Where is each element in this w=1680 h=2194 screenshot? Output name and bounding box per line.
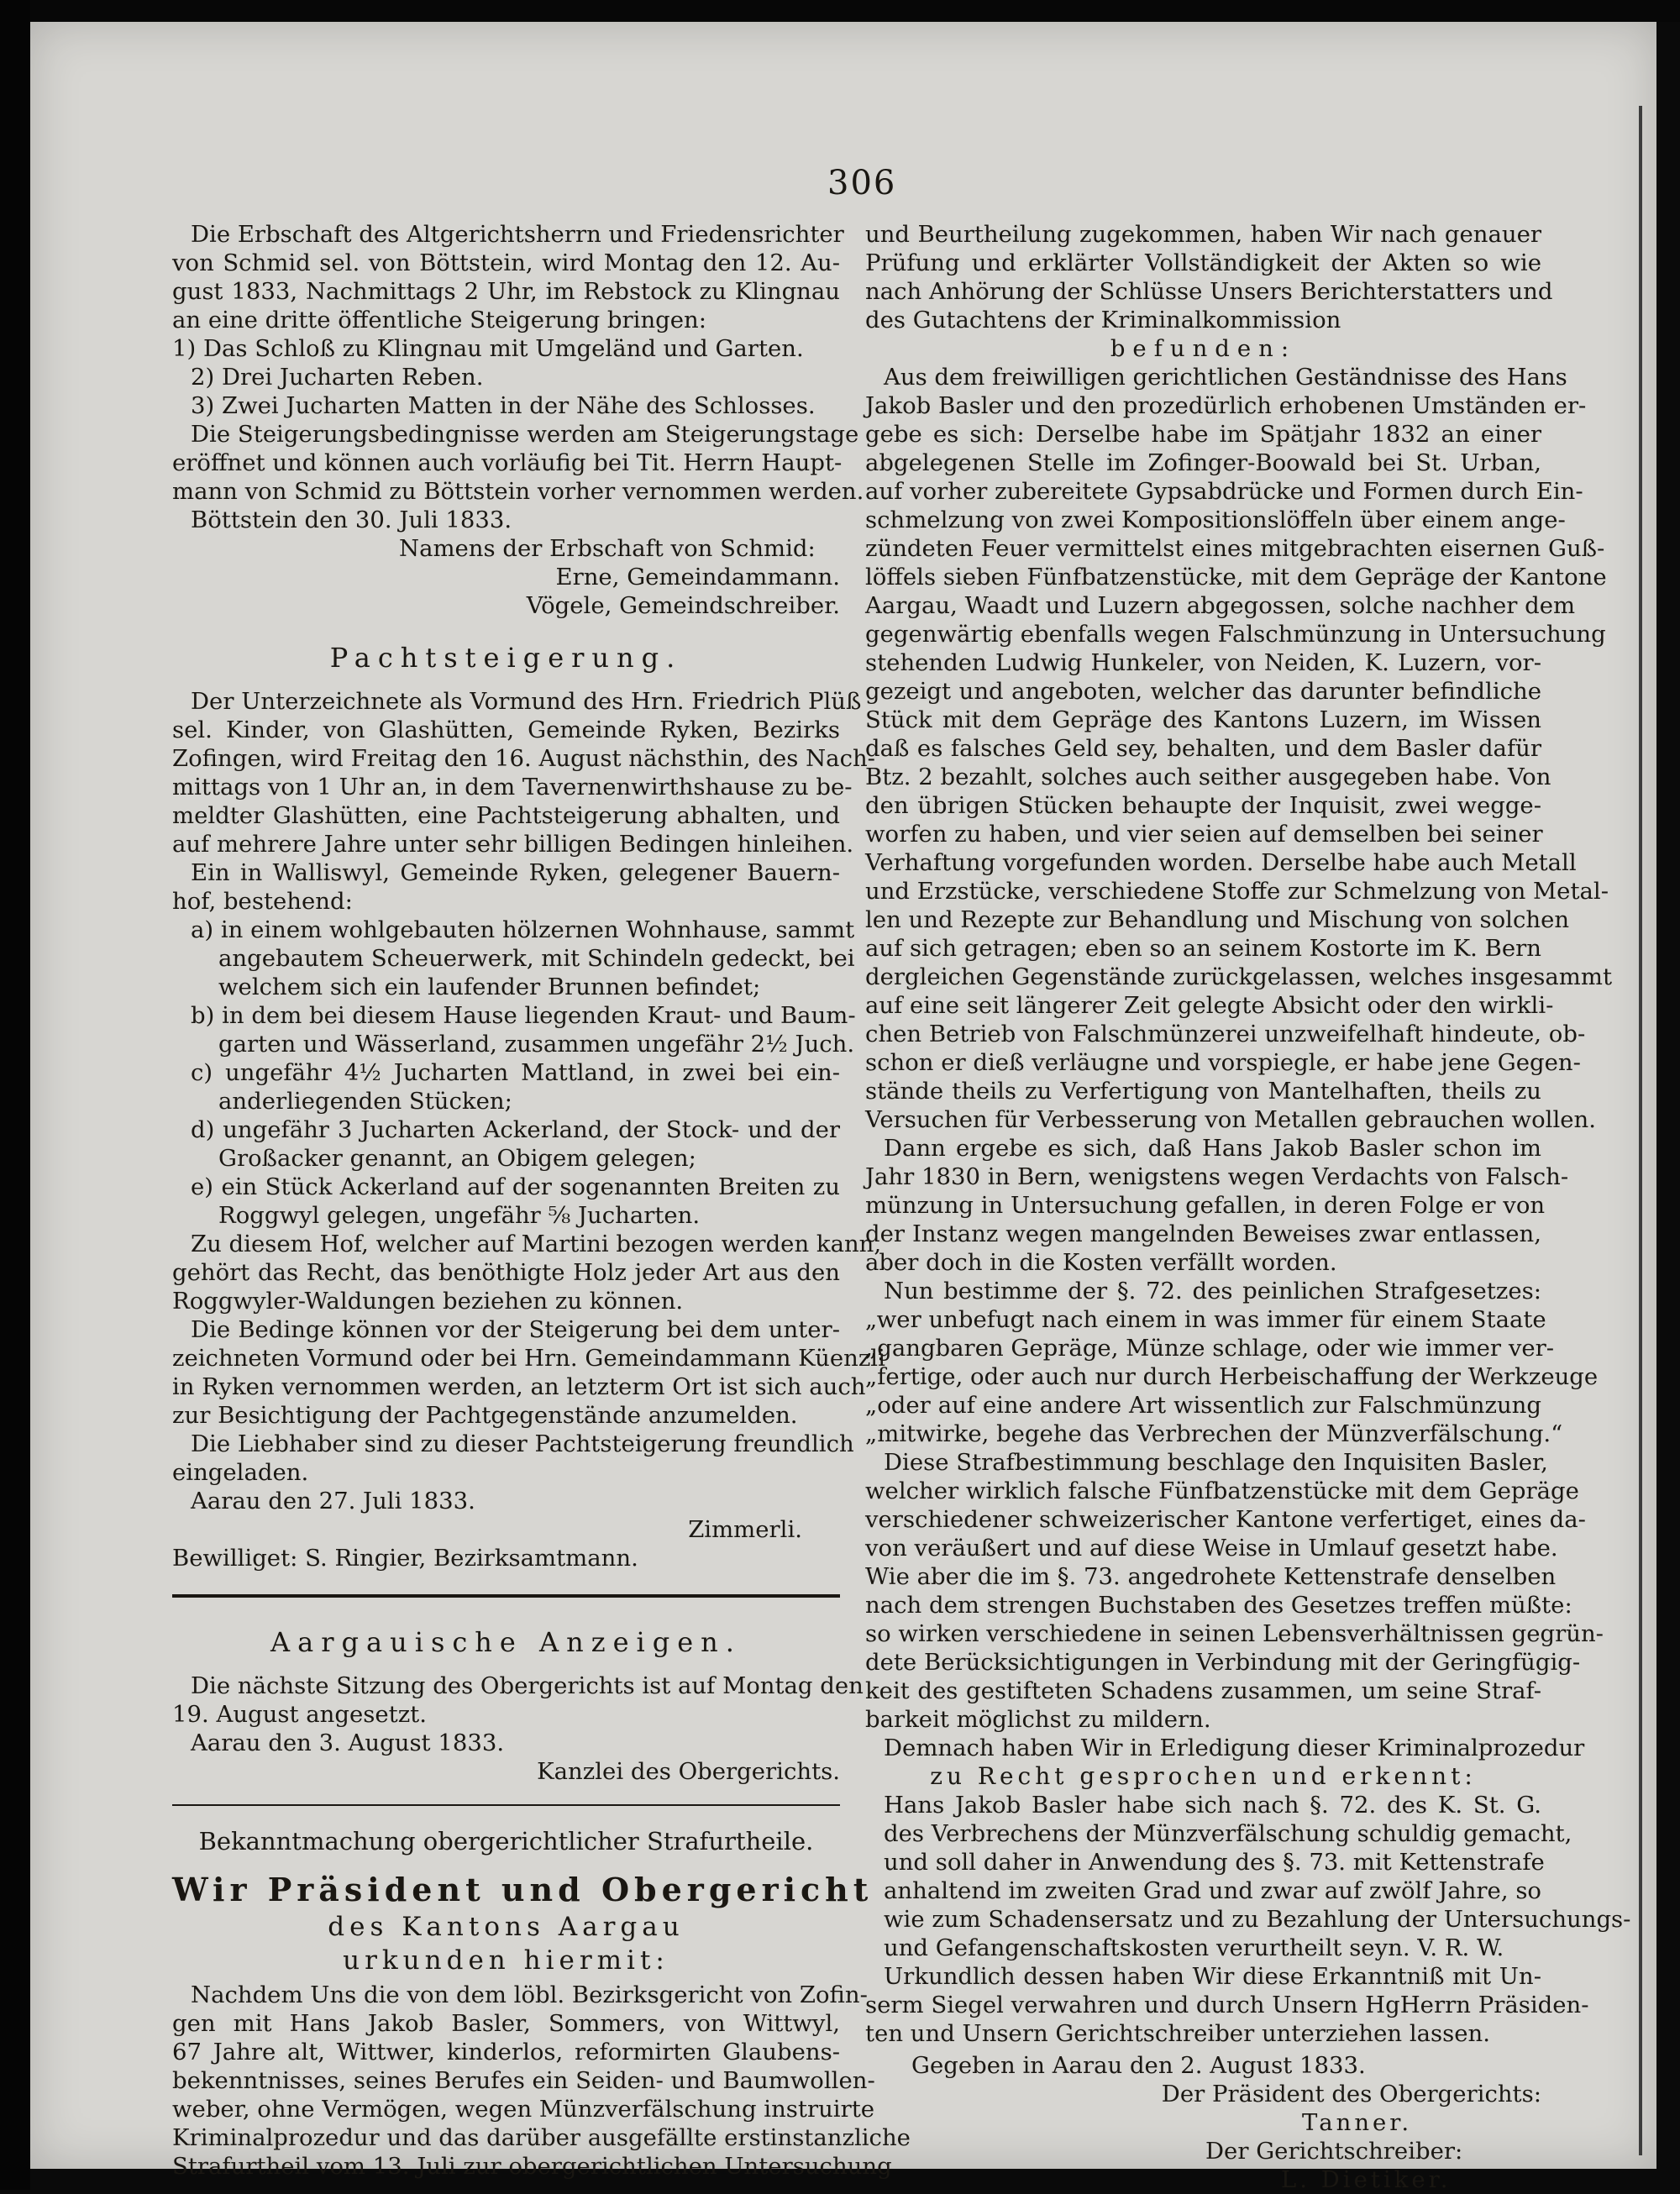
text-line: Die Liebhaber sind zu dieser Pachtsteigerung freundlich [191, 1430, 854, 1457]
list-item-cont: Großacker genannt, an Obigem gelegen; [218, 1145, 696, 1172]
text-line: Nun bestimme der §. 72. des peinlichen Strafgesetzes: [884, 1278, 1541, 1304]
list-item: a) in einem wohlgebauten hölzernen Wohnhause, sammt [191, 916, 855, 943]
signature-name: Kanzlei des Obergerichts. [537, 1758, 840, 1785]
list-item-cont: welchem sich ein laufender Brunnen befindet; [218, 974, 761, 1000]
text-line: dete Berücksichtigungen in Verbindung mit der Geringfügig- [865, 1649, 1581, 1676]
zu-recht-heading: zu Recht gesprochen und erkennt: [930, 1762, 1477, 1790]
text-line: Zofingen, wird Freitag den 16. August nächsthin, des Nach- [172, 745, 875, 772]
text-line: weber, ohne Vermögen, wegen Münzverfälschung instruirte [172, 2096, 875, 2123]
sentence-paragraph [865, 1791, 1631, 1962]
text-line: so wirken verschiedene in seinen Lebensverhältnissen gegrün- [865, 1620, 1604, 1647]
text-line: gen mit Hans Jakob Basler, Sommers, von Wittwyl, [172, 2010, 840, 2037]
text-line: len und Rezepte zur Behandlung und Mischung von solchen [865, 906, 1570, 933]
text-line: Zu diesem Hof, welcher auf Martini bezogen werden kann, [191, 1231, 882, 1257]
list-item-cont: Roggwyl gelegen, ungefähr ⅝ Jucharten. [218, 1202, 701, 1229]
list-item: 1) Das Schloß zu Klingnau mit Umgeländ und Garten. [172, 335, 804, 362]
findings-paragraph [865, 363, 1612, 1134]
page-fold-edge [1639, 106, 1642, 2155]
text-line: Versuchen für Verbesserung von Metallen gebrauchen wollen. [865, 1106, 1596, 1133]
auction-notice-schmid [172, 220, 864, 620]
text-line: und soll daher in Anwendung des §. 73. mit Kettenstrafe [884, 1849, 1545, 1876]
text-line: schon er dieß verläugne und vorspiegle, er habe jene Gegen- [865, 1049, 1581, 1076]
text-line: ten und Unsern Gerichtschreiber unterziehen lassen. [865, 2020, 1491, 2047]
text-line: gebe es sich: Derselbe habe im Spätjahr 1832 an einer [865, 421, 1541, 448]
text-line: 67 Jahre alt, Wittwer, kinderlos, reformirten Glaubens- [172, 2039, 840, 2065]
signature-label: Der Präsident des Obergerichts: [1161, 2081, 1541, 2107]
list-item: 3) Zwei Jucharten Matten in der Nähe des Schlosses. [191, 392, 816, 419]
text-line: bekenntnisses, seines Berufes ein Seiden- und Baumwollen- [172, 2067, 875, 2094]
scan-border-left [0, 0, 30, 2190]
text-line: Jahr 1830 in Bern, wenigstens wegen Verdachts von Falsch- [865, 1163, 1569, 1190]
text-line: aber doch in die Kosten verfällt worden. [865, 1249, 1337, 1276]
text-line: eröffnet und können auch vorläufig bei Tit. Herrn Haupt- [172, 449, 843, 476]
signature-name: Zimmerli. [688, 1516, 802, 1543]
text-line: Kriminalprozedur und das darüber ausgefällte erstinstanzliche [172, 2124, 911, 2151]
text-line: münzung in Untersuchung gefallen, in deren Folge er von [865, 1192, 1546, 1219]
pacht-notice [172, 687, 885, 1572]
text-line: „mitwirke, begehe das Verbrechen der Münzverfälschung.“ [865, 1420, 1563, 1447]
prior-case-paragraph [865, 1134, 1569, 1277]
court-session-notice [172, 1672, 864, 1786]
page-number: 306 [827, 164, 897, 202]
section-divider [172, 1804, 840, 1806]
text-line: barkeit möglichst zu mildern. [865, 1706, 1211, 1733]
text-line: Jakob Basler und den prozedürlich erhobenen Umständen er- [865, 392, 1587, 419]
text-line: Strafurtheil vom 13. Juli zur obergerichtlichen Untersuchung [172, 2153, 892, 2180]
text-line: den übrigen Stücken behaupte der Inquisit, zwei wegge- [865, 792, 1541, 819]
text-line: Der Unterzeichnete als Vormund des Hrn. Friedrich Plüß [191, 688, 862, 715]
verdict-main-heading: Wir Präsident und Obergericht [172, 1871, 874, 1908]
text-line: stände theils zu Verfertigung von Mantelhaften, theils zu [865, 1078, 1541, 1105]
text-line: „fertige, oder auch nur durch Herbeischaffung der Werkzeuge [865, 1363, 1599, 1390]
text-line: „wer unbefugt nach einem in was immer für einem Staate [865, 1306, 1546, 1333]
text-line: mittags von 1 Uhr an, in dem Tavernenwirthshause zu be- [172, 774, 853, 800]
text-line: Nachdem Uns die von dem löbl. Bezirksgericht von Zofin- [191, 1981, 868, 2008]
text-line: des Gutachtens der Kriminalkommission [865, 307, 1341, 333]
law-citation-paragraph [865, 1277, 1599, 1448]
signature-name: Vögele, Gemeindschreiber. [526, 592, 840, 619]
verdict-intro [172, 1981, 911, 2181]
left-column [172, 220, 911, 2181]
scan-border-top [0, 0, 1680, 22]
assessment-paragraph [865, 1448, 1604, 1734]
text-line: wie zum Schadensersatz und zu Bezahlung der Untersuchungs- [884, 1906, 1631, 1933]
text-line: verschiedener schweizerischer Kantone verfertiget, eines da- [865, 1506, 1586, 1533]
text-line: in Ryken vernommen werden, an letzterm Ort ist sich auch [172, 1373, 866, 1400]
text-line: mann von Schmid zu Böttstein vorher vernommen werden. [172, 478, 864, 505]
text-line: „gangbaren Gepräge, Münze schlage, oder wie immer ver- [865, 1335, 1555, 1362]
date-line: Aarau den 27. Juli 1833. [191, 1488, 475, 1514]
text-line: auf mehrere Jahre unter sehr billigen Bedingen hinleihen. [172, 831, 854, 858]
text-line: Die Bedinge können vor der Steigerung bei dem unter- [191, 1316, 840, 1343]
text-line: gehört das Recht, das benöthigte Holz jeder Art aus den [172, 1259, 840, 1286]
text-line: auf eine seit längerer Zeit gelegte Absicht oder den wirkli- [865, 992, 1554, 1019]
text-line: nach Anhörung der Schlüsse Unsers Berichterstatters und [865, 278, 1553, 305]
text-line: von Schmid sel. von Böttstein, wird Montag den 12. Au- [172, 249, 840, 276]
text-line: Die Erbschaft des Altgerichtsherrn und Friedensrichter [191, 221, 844, 248]
signature-name: Erne, Gemeindammann. [555, 564, 840, 590]
text-line: schmelzung von zwei Kompositionslöffeln über einem ange- [865, 507, 1566, 533]
text-line: Aus dem freiwilligen gerichtlichen Geständnisse des Hans [884, 364, 1567, 391]
text-line: Wie aber die im §. 73. angedrohete Kettenstrafe denselben [865, 1563, 1557, 1590]
text-line: Roggwyler-Waldungen beziehen zu können. [172, 1288, 684, 1315]
bekanntmachung-heading: Bekanntmachung obergerichtlicher Strafurtheile. [198, 1827, 814, 1855]
date-line: Gegeben in Aarau den 2. August 1833. [911, 2052, 1366, 2079]
text-line: hof, bestehend: [172, 888, 353, 915]
text-line: Urkundlich dessen haben Wir diese Erkanntniß mit Un- [884, 1963, 1541, 1990]
text-line: zeichneten Vormund oder bei Hrn. Gemeindammann Küenzli [172, 1345, 885, 1372]
date-line: Aarau den 3. August 1833. [191, 1729, 505, 1756]
text-line: auf vorher zubereitete Gypsabdrücke und Formen durch Ein- [865, 478, 1583, 505]
signature-label: Der Gerichtschreiber: [1205, 2138, 1463, 2165]
text-line: Stück mit dem Gepräge des Kantons Luzern, im Wissen [865, 706, 1541, 733]
text-line: löffels sieben Fünfbatzenstücke, mit dem Gepräge der Kantone [865, 564, 1607, 590]
list-item-cont: garten und Wässerland, zusammen ungefähr 2½ Juch. [218, 1031, 855, 1058]
right-column [865, 220, 1631, 2194]
text-line: daß es falsches Geld sey, behalten, und dem Basler dafür [865, 735, 1541, 762]
signature-name: L. Dietiker. [1281, 2166, 1452, 2193]
text-line: nach dem strengen Buchstaben des Gesetzes treffen müßte: [865, 1592, 1572, 1619]
text-line: der Instanz wegen mangelnden Beweises zwar entlassen, [865, 1220, 1541, 1247]
list-item: e) ein Stück Ackerland auf der sogenannten Breiten zu [191, 1173, 840, 1200]
text-line: Prüfung und erklärter Vollständigkeit der Akten so wie [865, 249, 1541, 276]
text-line: chen Betrieb von Falschmünzerei unzweifelhaft hindeute, ob- [865, 1021, 1586, 1047]
verdict-sub-heading: des Kantons Aargau [328, 1912, 685, 1942]
text-line: zündeten Feuer vermittelst eines mitgebrachten eisernen Guß- [865, 535, 1605, 562]
text-line: Verhaftung vorgefunden worden. Derselbe habe auch Metall [865, 849, 1577, 876]
text-line: Aargau, Waadt und Luzern abgegossen, solche nachher dem [865, 592, 1576, 619]
verdict-sub-heading: urkunden hiermit: [343, 1945, 669, 1976]
text-line: Btz. 2 bezahlt, solches auch seither ausgegeben habe. Von [865, 764, 1551, 790]
approval-line: Bewilliget: S. Ringier, Bezirksamtmann. [172, 1545, 638, 1572]
text-line: meldter Glashütten, eine Pachtsteigerung abhalten, und [172, 802, 840, 829]
text-line: Demnach haben Wir in Erledigung dieser Kriminalprozedur [884, 1735, 1585, 1761]
text-line: und Gefangenschaftskosten verurtheilt seyn. V. R. W. [884, 1934, 1504, 1961]
text-line: Ein in Walliswyl, Gemeinde Ryken, gelegener Bauern- [191, 859, 840, 886]
list-item: 2) Drei Jucharten Reben. [191, 364, 484, 391]
befunden-heading: befunden: [1110, 335, 1297, 362]
list-item-cont: anderliegenden Stücken; [218, 1088, 512, 1115]
text-line: anhaltend im zweiten Grad und zwar auf zwölf Jahre, so [884, 1877, 1541, 1904]
verdict-continuation [865, 220, 1553, 334]
text-line: Die Steigerungsbedingnisse werden am Steigerungstage [191, 421, 859, 448]
signature-label: Namens der Erbschaft von Schmid: [399, 535, 816, 562]
text-line: Die nächste Sitzung des Obergerichts ist auf Montag den [191, 1672, 864, 1699]
text-line: und Erzstücke, verschiedene Stoffe zur Schmelzung von Metal- [865, 878, 1609, 905]
text-line: zur Besichtigung der Pachtgegenstände anzumelden. [172, 1402, 798, 1429]
pachtsteigerung-heading: Pachtsteigerung. [329, 642, 683, 674]
text-line: abgelegenen Stelle im Zofinger-Boowald bei St. Urban, [865, 449, 1541, 476]
text-line: welcher wirklich falsche Fünfbatzenstücke mit dem Gepräge [865, 1478, 1579, 1504]
text-line: auf sich getragen; eben so an seinem Kostorte im K. Bern [865, 935, 1541, 962]
text-line: gegenwärtig ebenfalls wegen Falschmünzung in Untersuchung [865, 621, 1606, 648]
date-line: Böttstein den 30. Juli 1833. [191, 507, 512, 533]
text-line: stehenden Ludwig Hunkeler, von Neiden, K. Luzern, vor- [865, 649, 1541, 676]
section-divider [172, 1594, 840, 1598]
aargauische-anzeigen-heading: Aargauische Anzeigen. [270, 1626, 742, 1658]
text-line: Diese Strafbestimmung beschlage den Inquisiten Basler, [884, 1449, 1548, 1476]
list-item: d) ungefähr 3 Jucharten Ackerland, der Stock- und der [191, 1116, 840, 1143]
text-line: worfen zu haben, und vier seien auf demselben bei seiner [865, 821, 1543, 848]
text-line: des Verbrechens der Münzverfälschung schuldig gemacht, [884, 1820, 1572, 1847]
list-item: c) ungefähr 4½ Jucharten Mattland, in zwei bei ein- [191, 1059, 840, 1086]
text-line: von veräußert und auf diese Weise in Umlauf gesetzt habe. [865, 1535, 1558, 1562]
list-item: b) in dem bei diesem Hause liegenden Kraut- und Baum- [191, 1002, 856, 1029]
text-line: keit des gestifteten Schadens zusammen, um seine Straf- [865, 1677, 1541, 1704]
text-line: serm Siegel verwahren und durch Unsern HgHerrn Präsiden- [865, 1992, 1589, 2018]
text-line: eingeladen. [172, 1459, 309, 1486]
text-line: und Beurtheilung zugekommen, haben Wir nach genauer [865, 221, 1541, 248]
text-line: gezeigt und angeboten, welcher das darunter befindliche [865, 678, 1541, 705]
text-line: Dann ergebe es sich, daß Hans Jakob Basler schon im [884, 1135, 1541, 1162]
text-line: Hans Jakob Basler habe sich nach §. 72. des K. St. G. [884, 1792, 1541, 1819]
text-line: an eine dritte öffentliche Steigerung bringen: [172, 307, 707, 333]
text-line: 19. August angesetzt. [172, 1701, 427, 1728]
list-item-cont: angebautem Scheuerwerk, mit Schindeln gedeckt, bei [218, 945, 855, 972]
closing-paragraph [865, 1962, 1589, 2048]
text-line: „oder auf eine andere Art wissentlich zur Falschmünzung [865, 1392, 1541, 1419]
signature-name: Tanner. [1302, 2109, 1413, 2136]
text-line: sel. Kinder, von Glashütten, Gemeinde Ryken, Bezirks [172, 716, 840, 743]
text-line: gust 1833, Nachmittags 2 Uhr, im Rebstock zu Klingnau [172, 278, 840, 305]
text-line: dergleichen Gegenstände zurückgelassen, welches insgesammt [865, 963, 1612, 990]
